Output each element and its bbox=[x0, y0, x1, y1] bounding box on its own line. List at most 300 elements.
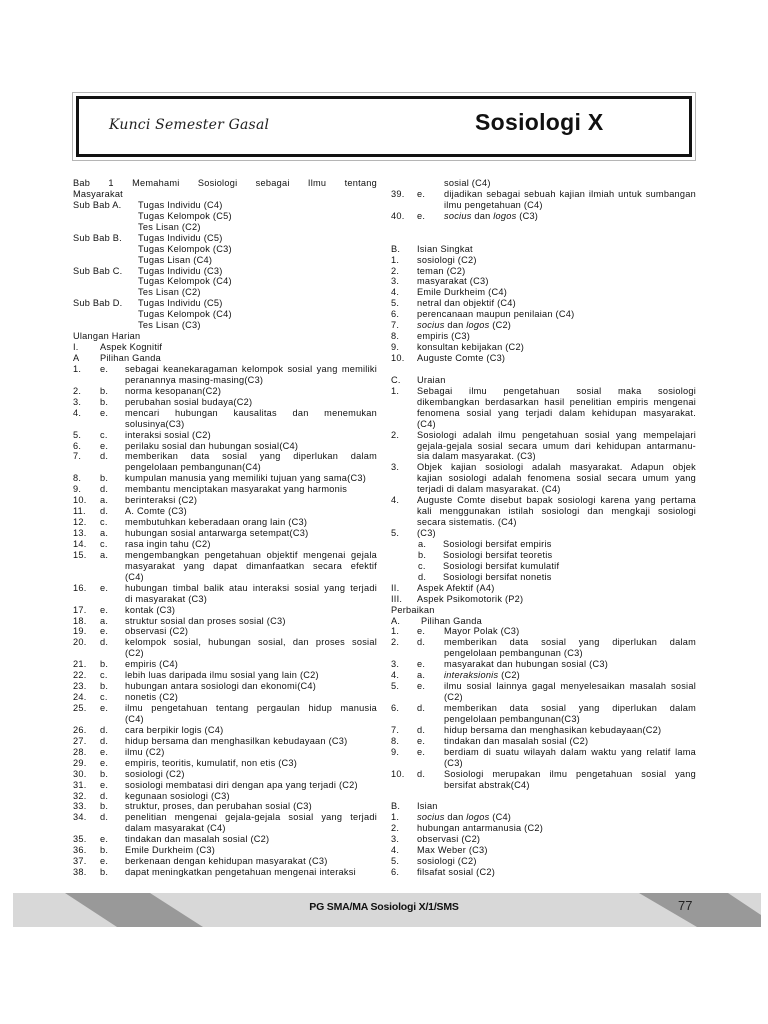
item-number: 3. bbox=[391, 462, 400, 473]
sub-bab-d-item: Tugas Kelompok (C4) bbox=[138, 309, 232, 320]
answer-key: a. bbox=[100, 615, 109, 626]
question-number: 15. bbox=[73, 549, 87, 560]
question-number: 2. bbox=[391, 637, 400, 648]
answer-text: empiris, teoritis, kumulatif, non etis (C3) bbox=[125, 757, 298, 768]
answer-text: Auguste Comte (C3) bbox=[417, 353, 506, 363]
answer-row bbox=[73, 856, 377, 867]
item-number: 10. bbox=[391, 353, 405, 363]
answer-text bbox=[417, 812, 511, 823]
list-item bbox=[391, 276, 696, 287]
list-item bbox=[391, 298, 696, 309]
italic-term: socius bbox=[417, 320, 445, 331]
answer-text: tindakan dan masalah sosial (C2) bbox=[444, 735, 589, 746]
essay-text: (C3) bbox=[417, 528, 436, 538]
sub-bab-b: Sub Bab B. Tugas Individu (C5) bbox=[73, 232, 223, 243]
answer-key: e. bbox=[100, 363, 109, 374]
item-number: 1. bbox=[391, 254, 400, 265]
answer-row bbox=[73, 812, 377, 823]
answer-text: (C2) bbox=[444, 692, 463, 703]
essay-text: kali menggunakan istilah sosiologi dan mengkaji sosiologi bbox=[417, 506, 696, 517]
answer-row bbox=[73, 583, 377, 594]
answer-row-cont bbox=[73, 375, 377, 386]
essay-answer bbox=[391, 462, 696, 473]
answer-row bbox=[73, 637, 377, 648]
answer-text: empiris (C4) bbox=[125, 659, 179, 670]
italic-term: logos bbox=[466, 320, 490, 331]
essay-answer bbox=[391, 528, 696, 539]
spacer bbox=[391, 364, 696, 375]
question-number: 29. bbox=[73, 757, 87, 768]
question-number: 9. bbox=[391, 746, 400, 757]
answer-key: b. bbox=[100, 385, 109, 396]
list-item bbox=[391, 823, 696, 834]
answer-row bbox=[73, 605, 377, 616]
answer-text: perencanaan maupun penilaian (C4) bbox=[417, 309, 575, 320]
answer-row bbox=[73, 845, 377, 856]
section-heading-isian: B. Isian bbox=[391, 801, 438, 812]
question-number: 25. bbox=[73, 703, 87, 713]
item-number: 5. bbox=[391, 298, 400, 309]
item-number: 4. bbox=[391, 495, 400, 506]
answer-key: c. bbox=[100, 538, 108, 549]
sub-item-letter: a. bbox=[418, 538, 427, 549]
question-number: 10. bbox=[391, 768, 405, 779]
answer-key: a. bbox=[100, 549, 109, 560]
question-number: 32. bbox=[73, 790, 87, 801]
question-number: 16. bbox=[73, 582, 87, 593]
sub-item-text: Sosiologi bersifat kumulatif bbox=[443, 560, 560, 571]
question-number: 9. bbox=[73, 484, 82, 495]
section-heading-aspek-kognitif: I. Aspek Kognitif bbox=[73, 342, 163, 353]
answer-row bbox=[73, 834, 377, 845]
answer-key: b. bbox=[100, 681, 109, 692]
answer-key: e. bbox=[417, 681, 426, 692]
answer-key: e. bbox=[100, 856, 109, 867]
answer-list-pilihan-ganda bbox=[73, 364, 377, 878]
answer-text: sosiologi (C2) bbox=[417, 856, 477, 867]
question-number: 31. bbox=[73, 779, 87, 790]
answer-text: Emile Durkheim (C4) bbox=[417, 287, 508, 298]
answer-row bbox=[73, 495, 377, 506]
answer-row bbox=[73, 550, 377, 561]
answer-row-cont bbox=[73, 823, 377, 834]
answer-text: ilmu (C2) bbox=[125, 746, 165, 757]
right-column bbox=[391, 178, 696, 878]
item-number: 2. bbox=[391, 429, 400, 440]
question-number: 3. bbox=[391, 659, 400, 670]
answer-key: e. bbox=[100, 757, 109, 768]
question-number: 1. bbox=[391, 626, 400, 637]
answer-text: masyarakat yang dapat dimanfaatkan secara efektif bbox=[125, 560, 377, 571]
sub-item-letter: d. bbox=[418, 571, 427, 582]
answer-text: membutuhkan keberadaan orang lain (C3) bbox=[125, 517, 308, 528]
answer-text: peranannya masing-masing(C3) bbox=[125, 374, 264, 385]
question-number: 12. bbox=[73, 517, 87, 528]
item-number: 4. bbox=[391, 845, 400, 856]
answer-row bbox=[73, 659, 377, 670]
answer-key: d. bbox=[417, 637, 426, 648]
essay-text: Objek kajian sosiologi adalah masyarakat. Adapun objek bbox=[417, 462, 696, 473]
item-number: 3. bbox=[391, 834, 400, 845]
answer-text: struktur, proses, dan perubahan sosial (C3) bbox=[125, 801, 312, 812]
answer-text: memberikan data sosial yang diperlukan dalam bbox=[125, 451, 377, 462]
answer-key: d. bbox=[100, 506, 109, 517]
answer-text bbox=[417, 320, 511, 331]
spacer bbox=[391, 791, 696, 802]
item-number: 7. bbox=[391, 320, 400, 331]
essay-text: Sebagai ilmu pengetahuan sosial maka sosiologi bbox=[417, 385, 696, 396]
question-number: 7. bbox=[391, 724, 400, 735]
spacer bbox=[391, 222, 696, 233]
essay-text: terjadi di dalam masyarakat. (C4) bbox=[417, 484, 561, 495]
list-item bbox=[391, 255, 696, 266]
answer-text: kegunaan sosiologi (C3) bbox=[125, 790, 230, 801]
section-heading-aspek-psikomotorik: III. Aspek Psikomotorik (P2) bbox=[391, 593, 524, 604]
essay-text: kajian sosiologi adalah fenomena sosial secara umum yang bbox=[417, 473, 696, 484]
answer-row: 40. e. socius dan logos (C3) bbox=[391, 210, 539, 221]
answer-row bbox=[73, 430, 377, 441]
answer-key: d. bbox=[100, 484, 109, 495]
answer-text: nonetis (C2) bbox=[125, 692, 179, 703]
header-subtitle: Kunci Semester Gasal bbox=[109, 117, 270, 133]
answer-text: rasa ingin tahu (C2) bbox=[125, 538, 211, 549]
uraian-list bbox=[391, 386, 696, 539]
sub-bab-b-item: Tugas Lisan (C4) bbox=[138, 254, 213, 265]
section-heading-perbaikan-pilihan-ganda: A. Pilihan Ganda bbox=[391, 615, 482, 626]
spacer bbox=[391, 233, 696, 244]
essay-answer-cont bbox=[391, 441, 696, 452]
answer-text: interaksi sosial (C2) bbox=[125, 429, 211, 440]
essay-text: Auguste Comte disebut bapak sosiologi karena yang pertama bbox=[417, 495, 696, 506]
answer-row-cont bbox=[73, 419, 377, 430]
answer-key: e. bbox=[100, 703, 109, 713]
answer-key: e. bbox=[100, 779, 109, 790]
item-number: 8. bbox=[391, 331, 400, 342]
answer-key: c. bbox=[100, 517, 108, 528]
question-number: 26. bbox=[73, 724, 87, 735]
answer-text: masyarakat dan hubungan sosial (C3) bbox=[444, 659, 609, 670]
connector: dan bbox=[444, 320, 467, 331]
item-number: 6. bbox=[391, 867, 400, 878]
answer-row-cont: ilmu pengetahuan (C4) bbox=[444, 199, 543, 210]
essay-answer-cont bbox=[391, 484, 696, 495]
answer-text: bersifat abstrak(C4) bbox=[444, 779, 530, 790]
question-number: 6. bbox=[391, 703, 400, 713]
italic-term: logos bbox=[466, 812, 490, 823]
answer-row bbox=[73, 725, 377, 736]
answer-text: sosiologi (C2) bbox=[417, 254, 477, 265]
answer-row bbox=[73, 441, 377, 452]
answer-text: observasi (C2) bbox=[125, 626, 189, 637]
answer-row bbox=[73, 736, 377, 747]
answer-text: A. Comte (C3) bbox=[125, 506, 187, 517]
essay-text: Sosiologi adalah ilmu pengetahuan sosial yang mempelajari bbox=[417, 429, 696, 440]
section-heading-uraian: C. Uraian bbox=[391, 374, 446, 385]
answer-row-cont bbox=[73, 648, 377, 659]
answer-text: sebagai keanekaragaman kelompok sosial yang memiliki bbox=[125, 363, 377, 374]
answer-text: di masyarakat (C3) bbox=[125, 593, 208, 604]
question-number: 18. bbox=[73, 615, 87, 626]
answer-text: mengembangkan pengetahuan objektif mengenai gejala bbox=[125, 549, 377, 560]
question-number: 34. bbox=[73, 812, 87, 823]
answer-row bbox=[73, 408, 377, 419]
level: (C4) bbox=[489, 812, 512, 823]
answer-key: e. bbox=[100, 407, 109, 418]
essay-text: fenomena sosial yang terjadi dalam kehidupan masyarakat. bbox=[417, 407, 696, 418]
answer-row-cont bbox=[73, 714, 377, 725]
answer-row bbox=[73, 484, 377, 495]
answer-key: a. bbox=[100, 495, 109, 506]
list-item bbox=[391, 309, 696, 320]
answer-row bbox=[73, 791, 377, 802]
answer-row bbox=[391, 670, 696, 681]
question-number: 8. bbox=[391, 735, 400, 746]
essay-answer bbox=[391, 430, 696, 441]
answer-key: d. bbox=[417, 703, 426, 713]
answer-text: sosiologi membatasi diri dengan apa yang terjadi (C2) bbox=[125, 779, 358, 790]
item-number: 2. bbox=[391, 265, 400, 276]
answer-key: d. bbox=[417, 724, 426, 735]
answer-key: b. bbox=[100, 473, 109, 484]
list-item bbox=[391, 867, 696, 878]
answer-row bbox=[73, 364, 377, 375]
uraian-item-5-sublist bbox=[391, 539, 696, 583]
question-number: 17. bbox=[73, 604, 87, 615]
answer-key: e. bbox=[100, 746, 109, 757]
sub-item-text: Sosiologi bersifat teoretis bbox=[443, 549, 553, 560]
answer-key: c. bbox=[100, 429, 108, 440]
chapter-title-line-1: Bab 1 Memahami Sosiologi sebagai Ilmu tentang bbox=[73, 178, 377, 188]
list-item bbox=[391, 342, 696, 353]
question-number: 24. bbox=[73, 692, 87, 703]
answer-row-cont bbox=[73, 594, 377, 605]
page-header-box bbox=[72, 92, 696, 161]
sub-item-text: Sosiologi bersifat nonetis bbox=[443, 571, 552, 582]
question-number: 30. bbox=[73, 768, 87, 779]
answer-text: memberikan data sosial yang diperlukan dalam bbox=[444, 703, 696, 713]
sub-bab-c: Sub Bab C. Tugas Individu (C3) bbox=[73, 265, 223, 276]
section-heading-isian-singkat: B. Isian Singkat bbox=[391, 243, 473, 254]
sub-bab-c-item: Tugas Kelompok (C4) bbox=[138, 276, 232, 287]
answer-text: masyarakat (C3) bbox=[417, 276, 489, 287]
item-number: 5. bbox=[391, 528, 400, 538]
sub-bab-a-item: Tugas Kelompok (C5) bbox=[138, 210, 232, 221]
answer-key: e. bbox=[100, 582, 109, 593]
list-item bbox=[391, 331, 696, 342]
question-number: 13. bbox=[73, 528, 87, 538]
answer-key: c. bbox=[100, 670, 108, 681]
question-number: 38. bbox=[73, 867, 87, 878]
answer-text: teman (C2) bbox=[417, 265, 466, 276]
answer-row bbox=[73, 517, 377, 528]
answer-text bbox=[444, 670, 520, 681]
answer-text: pengelolaan pembangunan (C3) bbox=[444, 648, 583, 659]
question-number: 35. bbox=[73, 834, 87, 845]
answer-text: lebih luas daripada ilmu sosial yang lain (C2) bbox=[125, 670, 319, 681]
level: (C2) bbox=[498, 670, 520, 681]
answer-row-cont bbox=[391, 780, 696, 791]
section-heading-perbaikan: Perbaikan bbox=[391, 604, 435, 615]
answer-row bbox=[391, 626, 696, 637]
sub-bab-d: Sub Bab D. Tugas Individu (C5) bbox=[73, 298, 223, 309]
item-number: 4. bbox=[391, 287, 400, 298]
essay-text: dikembangkan berdasarkan hasil penelitian empiris mengenai bbox=[417, 396, 696, 407]
answer-text: ilmu pengetahuan tentang pergaulan hidup manusia bbox=[125, 703, 377, 713]
answer-text: Sosiologi merupakan ilmu pengetahuan sosial yang bbox=[444, 768, 696, 779]
question-number: 22. bbox=[73, 670, 87, 681]
answer-row: 39. e. dijadikan sebagai sebuah kajian ilmiah untuk sumbangan bbox=[391, 188, 696, 199]
answer-key: c. bbox=[100, 692, 108, 703]
answer-text: (C4) bbox=[125, 571, 144, 582]
sub-bab-d-item: Tes Lisan (C3) bbox=[138, 320, 201, 331]
essay-text: (C4) bbox=[417, 418, 436, 429]
answer-key: a. bbox=[100, 528, 109, 538]
answer-text: Emile Durkheim (C3) bbox=[125, 845, 216, 856]
essay-answer-cont bbox=[391, 397, 696, 408]
answer-text: (C4) bbox=[125, 713, 144, 724]
answer-key: e. bbox=[417, 659, 426, 670]
answer-text: hubungan antara sosiologi dan ekonomi(C4) bbox=[125, 681, 317, 692]
answer-row bbox=[391, 769, 696, 780]
answer-key: d. bbox=[100, 451, 109, 462]
list-item bbox=[391, 353, 696, 364]
item-number: 5. bbox=[391, 856, 400, 867]
answer-row bbox=[73, 626, 377, 637]
essay-answer bbox=[391, 495, 696, 506]
essay-answer-cont bbox=[391, 517, 696, 528]
answer-row bbox=[391, 736, 696, 747]
essay-answer-cont bbox=[391, 451, 696, 462]
answer-key: e. bbox=[100, 604, 109, 615]
answer-text: pengelolaan pembangunan(C3) bbox=[444, 713, 580, 724]
answer-text: membantu menciptakan masyarakat yang harmonis bbox=[125, 484, 348, 495]
level: (C2) bbox=[489, 320, 512, 331]
sub-bab-b-item: Tugas Kelompok (C3) bbox=[138, 243, 232, 254]
answer-row bbox=[73, 539, 377, 550]
answer-row bbox=[73, 747, 377, 758]
answer-text: (C3) bbox=[444, 757, 463, 768]
question-number: 2. bbox=[73, 385, 82, 396]
answer-row bbox=[73, 703, 377, 714]
chapter-title-line-2: Masyarakat bbox=[73, 188, 123, 199]
isian-list bbox=[391, 812, 696, 878]
answer-key: e. bbox=[417, 626, 426, 637]
essay-answer-cont bbox=[391, 506, 696, 517]
sub-item-letter: c. bbox=[418, 560, 426, 571]
list-item bbox=[391, 845, 696, 856]
answer-key: e. bbox=[417, 746, 426, 757]
answer-key: e. bbox=[100, 440, 109, 451]
question-number: 37. bbox=[73, 856, 87, 867]
answer-text: memberikan data sosial yang diperlukan dalam bbox=[444, 637, 696, 648]
answer-row bbox=[73, 801, 377, 812]
list-item bbox=[391, 834, 696, 845]
answer-text: empiris (C3) bbox=[417, 331, 471, 342]
answer-text: struktur sosial dan proses sosial (C3) bbox=[125, 615, 286, 626]
answer-text: penelitian mengenai gejala-gejala sosial yang terjadi bbox=[125, 812, 377, 823]
essay-answer-cont bbox=[391, 419, 696, 430]
answer-row bbox=[73, 397, 377, 408]
essay-answer-cont bbox=[391, 473, 696, 484]
question-number: 23. bbox=[73, 681, 87, 692]
answer-text: hubungan antarmanusia (C2) bbox=[417, 823, 544, 834]
answer-row bbox=[73, 616, 377, 627]
answer-row bbox=[73, 386, 377, 397]
italic-term: interaksionis bbox=[444, 670, 499, 681]
list-item bbox=[391, 287, 696, 298]
perbaikan-answer-list bbox=[391, 626, 696, 790]
answer-text: kelompok sosial, hubungan sosial, dan proses sosial bbox=[125, 637, 377, 648]
answer-row bbox=[391, 681, 696, 692]
answer-text: ilmu sosial lainnya gagal menyelesaikan masalah sosial bbox=[444, 681, 696, 692]
question-number: 3. bbox=[73, 396, 82, 407]
answer-row-cont bbox=[391, 758, 696, 769]
answer-text: (C2) bbox=[125, 648, 144, 659]
answer-text: solusinya(C3) bbox=[125, 418, 185, 429]
sub-item-letter: b. bbox=[418, 549, 427, 560]
answer-key: d. bbox=[100, 724, 109, 735]
answer-text: berinteraksi (C2) bbox=[125, 495, 198, 506]
answer-text: observasi (C2) bbox=[417, 834, 481, 845]
sub-item bbox=[391, 561, 696, 572]
answer-row bbox=[73, 451, 377, 462]
answer-key: b. bbox=[100, 867, 109, 878]
question-number: 36. bbox=[73, 845, 87, 856]
answer-text: konsultan kebijakan (C2) bbox=[417, 342, 525, 353]
question-number: 27. bbox=[73, 735, 87, 746]
section-heading-ulangan-harian: Ulangan Harian bbox=[73, 331, 141, 342]
question-number: 8. bbox=[73, 473, 82, 484]
answer-row bbox=[73, 769, 377, 780]
answer-key: e. bbox=[417, 735, 426, 746]
list-item bbox=[391, 812, 696, 823]
answer-text: sosiologi (C2) bbox=[125, 768, 185, 779]
question-number: 5. bbox=[73, 429, 82, 440]
answer-text: hubungan sosial antarwarga setempat(C3) bbox=[125, 528, 309, 538]
question-number: 21. bbox=[73, 659, 87, 670]
question-number: 14. bbox=[73, 538, 87, 549]
answer-row bbox=[391, 725, 696, 736]
answer-text: dapat meningkatkan pengetahuan mengenai interaksi bbox=[125, 867, 356, 878]
footer-title: PG SMA/MA Sosiologi X/1/SMS bbox=[309, 901, 459, 913]
question-number: 5. bbox=[391, 681, 400, 692]
answer-key: a. bbox=[417, 670, 426, 681]
sub-item bbox=[391, 572, 696, 583]
answer-text: kontak (C3) bbox=[125, 604, 176, 615]
answer-text: dalam masyarakat (C4) bbox=[125, 823, 226, 834]
answer-key: b. bbox=[100, 768, 109, 779]
page-number: 77 bbox=[678, 898, 693, 913]
answer-text: Max Weber (C3) bbox=[417, 845, 488, 856]
list-item bbox=[391, 320, 696, 331]
list-item bbox=[391, 856, 696, 867]
essay-text: sia dalam masyarakat. (C3) bbox=[417, 451, 536, 462]
answer-text: perubahan sosial budaya(C2) bbox=[125, 396, 253, 407]
left-column bbox=[73, 178, 377, 878]
item-number: 1. bbox=[391, 812, 400, 823]
answer-text: Mayor Polak (C3) bbox=[444, 626, 520, 637]
answer-row bbox=[391, 659, 696, 670]
answer-text: norma kesopanan(C2) bbox=[125, 385, 222, 396]
page-header-inner-frame bbox=[76, 96, 692, 157]
essay-text: secara sistematis. (C4) bbox=[417, 517, 517, 528]
answer-row bbox=[73, 528, 377, 539]
answer-key: b. bbox=[100, 396, 109, 407]
answer-text: perilaku sosial dan hubungan sosial(C4) bbox=[125, 440, 299, 451]
question-number: 33. bbox=[73, 801, 87, 812]
answer-row-cont bbox=[73, 572, 377, 583]
item-number: 9. bbox=[391, 342, 400, 353]
